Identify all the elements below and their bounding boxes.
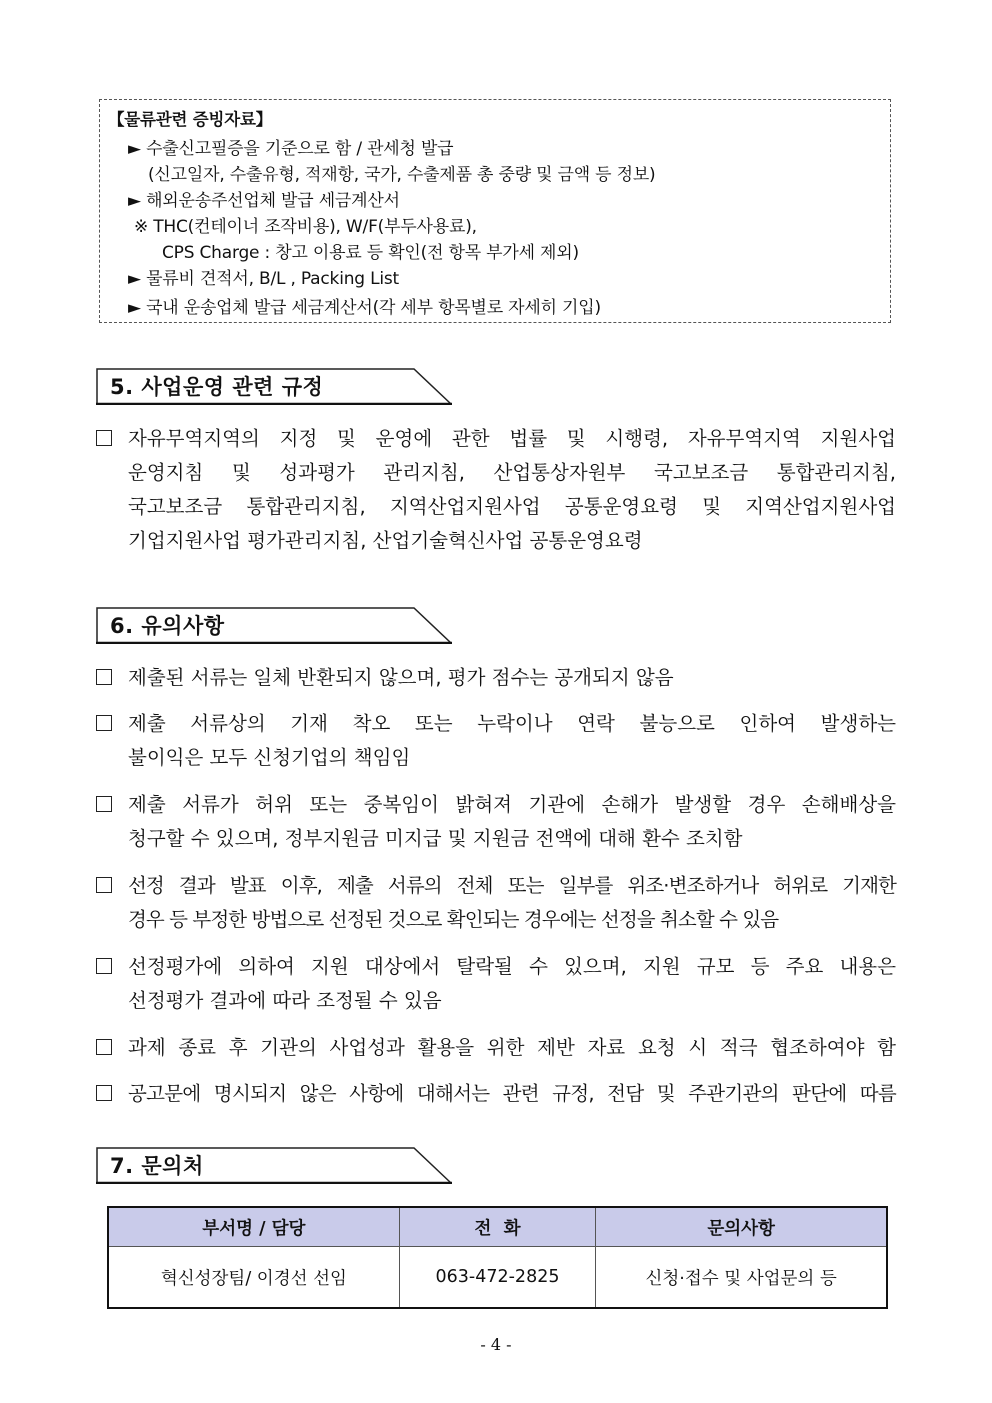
notice-item — [96, 870, 896, 938]
header-inquiry: 문의사항 — [596, 1207, 887, 1247]
notice-item — [96, 1032, 896, 1066]
item-line: 선정평가에 의하여 지원 대상에서 탈락될 수 있으며, 지원 규모 등 주요 내용은 — [128, 955, 896, 978]
logistics-line: ※ THC(컨테이너 조작비용), W/F(부두사용료), — [134, 217, 477, 237]
cell-phone: 063-472-2825 — [399, 1247, 596, 1309]
item-line: 과제 종료 후 기관의 사업성과 활용을 위한 제반 자료 요청 시 적극 협조하여야 함 — [128, 1036, 896, 1059]
checkbox-square-icon — [96, 877, 112, 893]
item-line: 국고보조금 통합관리지침, 지역산업지원사업 공통운영요령 및 지역산업지원사업 — [128, 495, 896, 518]
section-6-heading — [96, 607, 452, 643]
page-number: - 4 - — [480, 1335, 512, 1354]
section-6-title: 6. 유의사항 — [110, 614, 225, 638]
logistics-line: (신고일자, 수출유형, 적재항, 국가, 수출제품 총 중량 및 금액 등 정보) — [148, 165, 656, 185]
table-row — [108, 1247, 887, 1309]
item-line: 제출된 서류는 일체 반환되지 않으며, 평가 점수는 공개되지 않음 — [128, 666, 674, 689]
item-line: 선정 결과 발표 이후, 제출 서류의 전체 또는 일부를 위조·변조하거나 허위로 기재한 — [128, 874, 896, 897]
notice-item — [96, 789, 896, 857]
item-line: 제출 서류가 허위 또는 중복임이 밝혀져 기관에 손해가 발생할 경우 손해배상을 — [128, 793, 896, 816]
cell-department: 혁신성장팀/ 이경선 선임 — [108, 1247, 399, 1309]
logistics-line: CPS Charge : 창고 이용료 등 확인(전 항목 부가세 제외) — [162, 243, 579, 263]
item-line: 기업지원사업 평가관리지침, 산업기술혁신사업 공통운영요령 — [128, 529, 643, 552]
logistics-line: ► 수출신고필증을 기준으로 함 / 관세청 발급 — [128, 139, 454, 159]
header-phone: 전 화 — [399, 1207, 596, 1247]
item-line: 청구할 수 있으며, 정부지원금 미지급 및 지원금 전액에 대해 환수 조치함 — [128, 827, 743, 850]
header-department: 부서명 / 담당 — [108, 1207, 399, 1247]
section-5-title: 5. 사업운영 관련 규정 — [110, 375, 324, 399]
notice-item — [96, 951, 896, 1019]
checkbox-square-icon — [96, 958, 112, 974]
notice-item — [96, 662, 896, 696]
item-line: 운영지침 및 성과평가 관리지침, 산업통상자원부 국고보조금 통합관리지침, — [128, 461, 896, 484]
logistics-evidence-box — [99, 99, 891, 323]
item-line: 경우 등 부정한 방법으로 선정된 것으로 확인되는 경우에는 선정을 취소할 수 있음 — [128, 908, 779, 931]
notice-item — [96, 1078, 896, 1112]
checkbox-square-icon — [96, 1085, 112, 1101]
item-line: 제출 서류상의 기재 착오 또는 누락이나 연락 불능으로 인하여 발생하는 — [128, 712, 896, 735]
item-line: 공고문에 명시되지 않은 사항에 대해서는 관련 규정, 전담 및 주관기관의 판단에 따름 — [128, 1082, 897, 1105]
logistics-line: ► 해외운송주선업체 발급 세금계산서 — [128, 191, 400, 211]
table-header-row — [108, 1207, 887, 1247]
section-7-title: 7. 문의처 — [110, 1154, 204, 1178]
item-line: 불이익은 모두 신청기업의 책임임 — [128, 746, 411, 769]
item-line: 선정평가 결과에 따라 조정될 수 있음 — [128, 989, 442, 1012]
cell-inquiry: 신청·접수 및 사업문의 등 — [596, 1247, 887, 1309]
notice-item — [96, 708, 896, 776]
checkbox-square-icon — [96, 715, 112, 731]
logistics-box-title: 【물류관련 증빙자료】 — [108, 110, 273, 129]
checkbox-square-icon — [96, 1039, 112, 1055]
logistics-line: ► 물류비 견적서, B/L , Packing List — [128, 269, 399, 289]
checkbox-square-icon — [96, 796, 112, 812]
section-5-item — [96, 423, 896, 559]
contact-table — [107, 1206, 888, 1309]
logistics-line: ► 국내 운송업체 발급 세금계산서(각 세부 항목별로 자세히 기입) — [128, 298, 601, 318]
checkbox-square-icon — [96, 430, 112, 446]
item-line: 자유무역지역의 지정 및 운영에 관한 법률 및 시행령, 자유무역지역 지원사업 — [128, 427, 896, 450]
section-7-heading — [96, 1147, 452, 1183]
section-5-heading — [96, 368, 452, 404]
checkbox-square-icon — [96, 669, 112, 685]
